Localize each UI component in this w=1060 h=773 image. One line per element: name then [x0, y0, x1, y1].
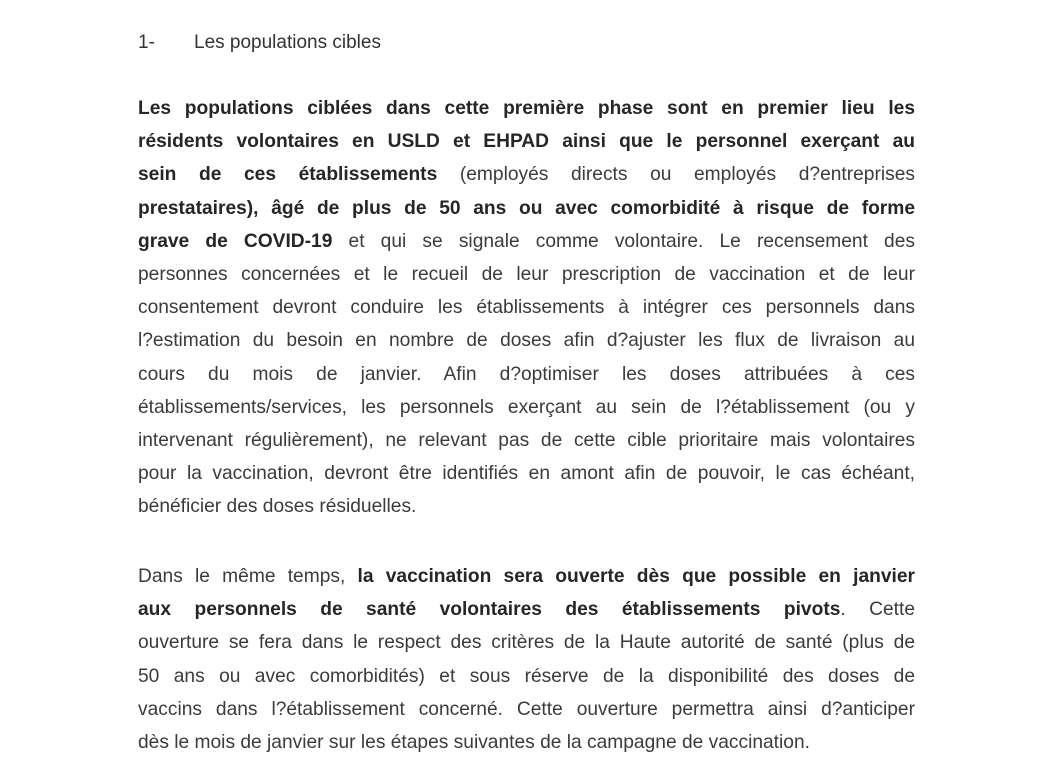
section-heading — [138, 31, 381, 55]
bold-text: prestataires), âgé de plus de 50 ans ou avec comorbidité à risque de forme — [138, 197, 915, 219]
text-line — [138, 726, 915, 759]
text-line — [138, 693, 915, 726]
text-line — [138, 424, 915, 457]
text-run: et qui se signale comme volontaire. Le recensement des — [332, 230, 915, 252]
text-run: intervenant régulièrement), ne relevant pas de cette cible prioritaire mais volontaires — [138, 429, 915, 451]
text-run: (employés directs ou employés d?entreprises — [437, 164, 915, 186]
section-title: Les populations cibles — [194, 32, 381, 53]
text-run: l?estimation du besoin en nombre de doses afin d?ajuster les flux de livraison au — [138, 330, 915, 352]
text-run: cours du mois de janvier. Afin d?optimiser les doses attribuées à ces — [138, 363, 915, 385]
text-line — [138, 158, 915, 191]
bold-text: sein de ces établissements — [138, 164, 438, 186]
text-line — [138, 560, 915, 593]
text-line — [138, 125, 915, 158]
paragraph-populations-ciblees — [138, 92, 915, 523]
text-line — [138, 626, 915, 659]
bold-text: Les populations ciblées dans cette première phase sont en premier lieu les — [138, 98, 915, 119]
bold-text: aux personnels de santé volontaires des établissements pivots — [138, 599, 841, 621]
text-line — [138, 593, 915, 626]
text-line — [138, 391, 915, 424]
text-line — [138, 490, 915, 523]
text-line — [138, 457, 915, 490]
section-number: 1- — [138, 32, 155, 53]
text-line — [138, 358, 915, 391]
text-line — [138, 258, 915, 291]
text-run: bénéficier des doses résiduelles. — [138, 496, 417, 518]
text-run: personnes concernées et le recueil de leur prescription de vaccination et de leur — [138, 263, 915, 285]
text-line — [138, 192, 915, 225]
text-line — [138, 225, 915, 258]
text-line — [138, 291, 915, 324]
text-run: consentement devront conduire les établissements à intégrer ces personnels dans — [138, 297, 915, 319]
bold-text: résidents volontaires en USLD et EHPAD ainsi que le personnel exerçant au — [138, 131, 915, 153]
text-run: 50 ans ou avec comorbidités) et sous réserve de la disponibilité des doses de — [138, 665, 915, 687]
text-run: vaccins dans l?établissement concerné. Cette ouverture permettra ainsi d?anticiper — [138, 698, 915, 720]
text-line — [138, 660, 915, 693]
text-run: ouverture se fera dans le respect des critères de la Haute autorité de santé (plus de — [138, 632, 915, 654]
text-line — [138, 92, 915, 125]
text-run: dès le mois de janvier sur les étapes suivantes de la campagne de vaccination. — [138, 731, 810, 753]
bold-text: la vaccination sera ouverte dès que possible en janvier — [357, 566, 915, 587]
bold-text: grave de COVID-19 — [138, 230, 333, 252]
text-line — [138, 324, 915, 357]
text-run: Dans le même temps, — [138, 566, 358, 587]
text-run: . Cette — [840, 599, 915, 621]
text-run: établissements/services, les personnels exerçant au sein de l?établissement (ou y — [138, 396, 915, 418]
text-run: pour la vaccination, devront être identifiés en amont afin de pouvoir, le cas échéant, — [138, 463, 915, 485]
paragraph-vaccination-ouverte — [138, 560, 915, 759]
